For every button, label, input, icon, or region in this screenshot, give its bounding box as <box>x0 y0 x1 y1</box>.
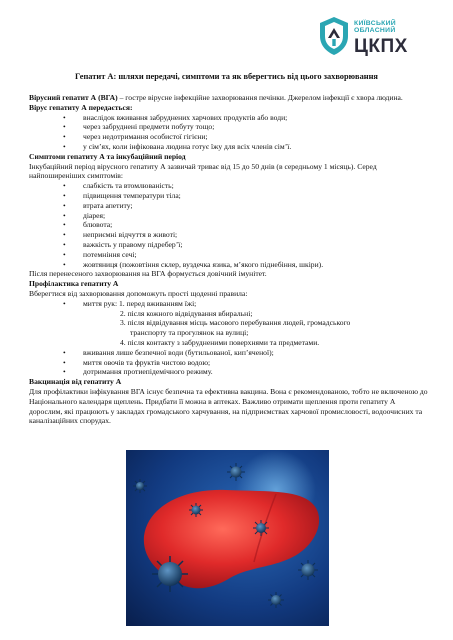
list-item: • блювота; <box>29 220 429 230</box>
virus-icon-small <box>133 479 147 493</box>
logo-line-1: КИЇВСЬКИЙ <box>354 20 396 27</box>
liver-virus-illustration <box>126 450 329 626</box>
vaccination-paragraph: Для профілактики інфікування ВГА існує безпечна та ефективна вакцина. Вона є рекомендованою, тобто не включеною до Національного календаря щеплень. Придбати її можна в аптеках. Важливо отримати щеплення проти гепатиту А дорослим, які працюють у закладах громадського харчування, на підприємствах харчової промисловості, водоочисних та каналізаційних спорудах. <box>29 386 428 426</box>
immunity-paragraph: Після перенесеного захворювання на ВГА формується довічний імунітет. <box>29 269 267 279</box>
symptoms-heading: Симптоми гепатиту А та інкубаційний період <box>29 151 186 161</box>
list-item: • важкість у правому підребер’ї; <box>29 240 429 250</box>
list-item: • неприємні відчуття в животі; <box>29 230 429 240</box>
list-item: • підвищення температури тіла; <box>29 191 429 201</box>
list-item: • дотримання протиепідемічного режиму. <box>29 367 429 377</box>
list-item: • через забруднені предмети побуту тощо; <box>29 122 429 132</box>
ckph-logo <box>318 14 438 64</box>
document-body <box>29 93 429 426</box>
list-item: • втрата апетиту; <box>29 201 429 211</box>
hands-label: миття рук: <box>83 298 118 308</box>
list-item: • миття овочів та фруктів чистою водою; <box>29 358 429 368</box>
virus-icon-large <box>152 556 188 592</box>
liver-virus-image <box>126 450 329 626</box>
logo-abbreviation: ЦКПХ <box>354 36 408 57</box>
virus-icon-small <box>189 503 203 517</box>
transmission-list <box>29 113 429 152</box>
logo-line-2: ОБЛАСНИЙ <box>354 27 396 35</box>
symptoms-list <box>29 181 429 269</box>
hands-step: 4. після контакту з забрудненими поверхнями та предметами. <box>120 337 320 347</box>
symptoms-paragraph: Інкубаційний період вірусного гепатиту А зазвичай триває від 15 до 50 днів (в середньому 1 місяць). Серед найпоширеніших симптомів: <box>29 161 377 181</box>
list-item: • слабкість та втомлюваність; <box>29 181 429 191</box>
hands-step: 2. після кожного відвідування вбиральні; <box>120 308 253 318</box>
virus-icon-small <box>253 520 269 536</box>
shield-logo-icon <box>318 16 350 56</box>
prevention-heading: Профілактика гепатиту А <box>29 279 119 289</box>
list-item: • у сім’ях, коли інфікована людина готує їжу для всіх членів сім’ї. <box>29 142 429 152</box>
list-item: • вживання лише безпечної води (бутильованої, кип’яченої); <box>29 348 429 358</box>
list-item: • діарея; <box>29 211 429 221</box>
transmission-heading: Вірус гепатиту А передається: <box>29 102 133 112</box>
prevention-list <box>29 299 429 377</box>
list-item: • внаслідок вживання забруднених харчових продуктів або води; <box>29 113 429 123</box>
hands-step: 3. після відвідування місць масового перебування людей, громадського <box>120 318 351 328</box>
hands-step: транспорту та прогулянок на вулиці; <box>130 328 249 338</box>
prevention-paragraph: Вберегтися від захворювання допоможуть прості щоденні правила: <box>29 288 248 298</box>
intro-text: – гостре вірусне інфекційне захворювання печінки. Джерелом інфекції є хвора людина. <box>117 93 403 102</box>
intro-paragraph <box>29 93 429 103</box>
list-item: • потемніння сечі; <box>29 250 429 260</box>
page-title: Гепатит А: шляхи передачі, симптоми та як вберегтись від цього захворювання <box>75 72 378 81</box>
intro-lead: Вірусний гепатит А (ВГА) <box>29 93 118 102</box>
hands-step: 1. перед вживанням їжі; <box>119 298 197 308</box>
vaccination-heading: Вакцинація від гепатиту А <box>29 377 122 387</box>
virus-icon-small <box>298 560 318 580</box>
list-item: • через недотримання особистої гігієни; <box>29 132 429 142</box>
logo-org-name <box>354 20 396 35</box>
list-item-hand-washing <box>29 299 429 348</box>
list-item: • жовтяниця (пожовтіння склер, вуздечка язика, м’якого піднебіння, шкіри). <box>29 260 429 270</box>
